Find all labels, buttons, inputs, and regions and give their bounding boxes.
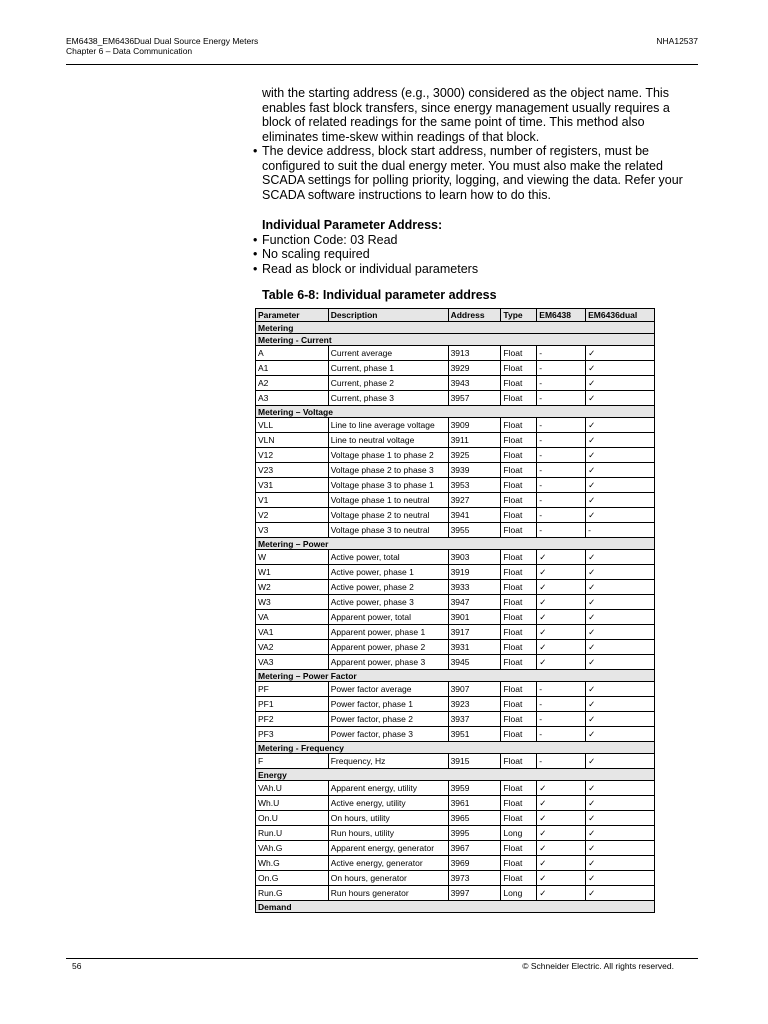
table-cell: ✓: [586, 655, 655, 670]
table-cell: Float: [501, 463, 537, 478]
table-row: [256, 781, 655, 796]
group-row: [256, 769, 655, 781]
table-cell: 3943: [448, 376, 501, 391]
table-cell: V3: [256, 523, 329, 538]
group-row: [256, 901, 655, 913]
group-label: Demand: [256, 901, 655, 913]
table-cell: 3967: [448, 841, 501, 856]
table-cell: Float: [501, 376, 537, 391]
table-cell: 3917: [448, 625, 501, 640]
table-cell: V1: [256, 493, 329, 508]
table-cell: 3903: [448, 550, 501, 565]
table-cell: V23: [256, 463, 329, 478]
table-cell: 3907: [448, 682, 501, 697]
table-cell: VAh.G: [256, 841, 329, 856]
table-cell: Float: [501, 655, 537, 670]
table-cell: Long: [501, 826, 537, 841]
table-cell: ✓: [537, 625, 586, 640]
list-item: [253, 232, 692, 248]
table-cell: ✓: [586, 550, 655, 565]
table-cell: Float: [501, 754, 537, 769]
table-cell: Wh.U: [256, 796, 329, 811]
table-cell: ✓: [586, 682, 655, 697]
group-label: Metering - Current: [256, 334, 655, 346]
table-cell: ✓: [586, 754, 655, 769]
table-cell: 3913: [448, 346, 501, 361]
column-header: Address: [448, 309, 501, 322]
table-cell: ✓: [586, 391, 655, 406]
table-cell: A: [256, 346, 329, 361]
table-cell: ✓: [586, 727, 655, 742]
table-cell: -: [537, 448, 586, 463]
table-cell: ✓: [586, 580, 655, 595]
table-cell: ✓: [586, 697, 655, 712]
table-cell: Apparent energy, utility: [328, 781, 448, 796]
document-title: EM6438_EM6436Dual Dual Source Energy Meters: [66, 36, 259, 46]
table-cell: Active power, phase 1: [328, 565, 448, 580]
table-cell: ✓: [586, 886, 655, 901]
page-header: [66, 36, 698, 56]
bullet-icon: •: [253, 144, 258, 158]
table-cell: 3933: [448, 580, 501, 595]
table-cell: VAh.U: [256, 781, 329, 796]
body-text: [253, 86, 692, 303]
table-cell: 3919: [448, 565, 501, 580]
table-cell: Float: [501, 595, 537, 610]
table-cell: ✓: [537, 796, 586, 811]
table-row: [256, 523, 655, 538]
table-cell: 3947: [448, 595, 501, 610]
bullet-icon: •: [253, 261, 258, 276]
table-cell: ✓: [586, 376, 655, 391]
table-row: [256, 727, 655, 742]
table-cell: ✓: [586, 508, 655, 523]
table-cell: 3909: [448, 418, 501, 433]
column-header: EM6438: [537, 309, 586, 322]
table-cell: -: [537, 697, 586, 712]
bullet-text: The device address, block start address, number of registers, must be configured to suit the dual energy meter. You must also make the related SCADA settings for polling priority, logging, and viewing the data. Refer your SCADA software instructions to learn how to do this.: [262, 144, 683, 202]
table-row: [256, 418, 655, 433]
table-cell: ✓: [586, 610, 655, 625]
table-cell: Voltage phase 2 to neutral: [328, 508, 448, 523]
table-cell: Float: [501, 550, 537, 565]
table-cell: Float: [501, 391, 537, 406]
table-cell: ✓: [586, 625, 655, 640]
table-cell: ✓: [586, 448, 655, 463]
table-row: [256, 841, 655, 856]
table-cell: On hours, utility: [328, 811, 448, 826]
list-item-text: No scaling required: [262, 247, 370, 261]
table-cell: V2: [256, 508, 329, 523]
table-cell: ✓: [586, 712, 655, 727]
table-cell: 3951: [448, 727, 501, 742]
table-cell: ✓: [586, 478, 655, 493]
table-cell: -: [537, 712, 586, 727]
table-cell: Apparent power, phase 3: [328, 655, 448, 670]
table-cell: ✓: [537, 640, 586, 655]
table-cell: Float: [501, 418, 537, 433]
table-cell: -: [537, 376, 586, 391]
table-cell: Run.U: [256, 826, 329, 841]
group-label: Metering – Power Factor: [256, 670, 655, 682]
table-cell: ✓: [586, 346, 655, 361]
table-cell: Float: [501, 712, 537, 727]
table-cell: On.G: [256, 871, 329, 886]
table-cell: -: [537, 478, 586, 493]
table-cell: Active energy, generator: [328, 856, 448, 871]
table-cell: Voltage phase 3 to neutral: [328, 523, 448, 538]
table-cell: Float: [501, 580, 537, 595]
table-cell: ✓: [586, 640, 655, 655]
table-row: [256, 811, 655, 826]
section-heading: Individual Parameter Address:: [262, 218, 443, 232]
table-cell: 3953: [448, 478, 501, 493]
table-cell: -: [537, 391, 586, 406]
table-cell: Float: [501, 610, 537, 625]
table-cell: PF3: [256, 727, 329, 742]
table-row: [256, 886, 655, 901]
table-cell: ✓: [586, 418, 655, 433]
table-row: [256, 565, 655, 580]
table-cell: ✓: [537, 871, 586, 886]
chapter-title: Chapter 6 – Data Communication: [66, 46, 193, 56]
table-cell: 3997: [448, 886, 501, 901]
table-cell: Wh.G: [256, 856, 329, 871]
table-cell: ✓: [537, 595, 586, 610]
bullet-paragraph: [253, 144, 692, 202]
table-row: [256, 754, 655, 769]
table-cell: Voltage phase 1 to neutral: [328, 493, 448, 508]
table-cell: Float: [501, 811, 537, 826]
table-cell: W: [256, 550, 329, 565]
table-row: [256, 655, 655, 670]
table-cell: Run hours generator: [328, 886, 448, 901]
group-label: Energy: [256, 769, 655, 781]
table-cell: Apparent power, total: [328, 610, 448, 625]
table-cell: ✓: [586, 433, 655, 448]
table-cell: 3995: [448, 826, 501, 841]
bullet-icon: •: [253, 232, 258, 247]
table-cell: ✓: [537, 610, 586, 625]
table-cell: PF: [256, 682, 329, 697]
table-row: [256, 361, 655, 376]
table-row: [256, 391, 655, 406]
table-cell: -: [537, 361, 586, 376]
column-header: Type: [501, 309, 537, 322]
table-cell: ✓: [537, 856, 586, 871]
table-cell: 3969: [448, 856, 501, 871]
table-cell: V12: [256, 448, 329, 463]
table-cell: Float: [501, 448, 537, 463]
table-row: [256, 625, 655, 640]
table-cell: 3915: [448, 754, 501, 769]
table-cell: Float: [501, 346, 537, 361]
table-cell: W2: [256, 580, 329, 595]
parameter-address-table: [255, 308, 655, 913]
table-row: [256, 493, 655, 508]
page-footer: [72, 961, 674, 971]
table-row: [256, 826, 655, 841]
table-cell: 3929: [448, 361, 501, 376]
table-cell: ✓: [586, 463, 655, 478]
bullet-icon: •: [253, 247, 258, 261]
table-cell: Float: [501, 625, 537, 640]
group-row: [256, 334, 655, 346]
table-cell: VA1: [256, 625, 329, 640]
table-cell: 3941: [448, 508, 501, 523]
table-cell: Float: [501, 493, 537, 508]
table-cell: Float: [501, 727, 537, 742]
group-label: Metering - Frequency: [256, 742, 655, 754]
table-cell: VA2: [256, 640, 329, 655]
table-row: [256, 796, 655, 811]
table-cell: -: [537, 727, 586, 742]
table-cell: Voltage phase 3 to phase 1: [328, 478, 448, 493]
table-cell: 3925: [448, 448, 501, 463]
group-label: Metering – Voltage: [256, 406, 655, 418]
table-cell: Float: [501, 523, 537, 538]
table-cell: 3961: [448, 796, 501, 811]
table-cell: Power factor, phase 2: [328, 712, 448, 727]
table-cell: ✓: [537, 826, 586, 841]
table-cell: A2: [256, 376, 329, 391]
table-cell: Current average: [328, 346, 448, 361]
table-row: [256, 640, 655, 655]
table-cell: -: [537, 418, 586, 433]
table-cell: Power factor average: [328, 682, 448, 697]
table-cell: On.U: [256, 811, 329, 826]
table-cell: -: [537, 682, 586, 697]
table-title: Table 6-8: Individual parameter address: [262, 288, 497, 302]
table-cell: Apparent power, phase 1: [328, 625, 448, 640]
table-cell: ✓: [586, 856, 655, 871]
table-cell: 3973: [448, 871, 501, 886]
header-divider: [66, 64, 698, 65]
table-cell: 3955: [448, 523, 501, 538]
list-item: [253, 261, 692, 277]
list-item-text: Function Code: 03 Read: [262, 232, 398, 247]
table-cell: Voltage phase 1 to phase 2: [328, 448, 448, 463]
table-cell: Active power, total: [328, 550, 448, 565]
table-cell: Apparent energy, generator: [328, 841, 448, 856]
table-cell: V31: [256, 478, 329, 493]
table-cell: ✓: [537, 580, 586, 595]
table-cell: Power factor, phase 1: [328, 697, 448, 712]
table-cell: VA3: [256, 655, 329, 670]
table-row: [256, 712, 655, 727]
table-cell: ✓: [586, 361, 655, 376]
table-cell: 3959: [448, 781, 501, 796]
table-row: [256, 463, 655, 478]
column-header: EM6436dual: [586, 309, 655, 322]
group-row: [256, 742, 655, 754]
table-row: [256, 871, 655, 886]
group-row: [256, 670, 655, 682]
table-cell: -: [537, 523, 586, 538]
footer-divider: [66, 958, 698, 959]
table-cell: Current, phase 2: [328, 376, 448, 391]
table-cell: Float: [501, 478, 537, 493]
table-cell: 3901: [448, 610, 501, 625]
table-header-row: [256, 309, 655, 322]
table-cell: Line to line average voltage: [328, 418, 448, 433]
table-cell: 3931: [448, 640, 501, 655]
table-cell: Float: [501, 697, 537, 712]
table-row: [256, 697, 655, 712]
table-cell: ✓: [586, 841, 655, 856]
table-cell: 3937: [448, 712, 501, 727]
table-row: [256, 478, 655, 493]
table-row: [256, 448, 655, 463]
table-cell: Float: [501, 640, 537, 655]
table-cell: Float: [501, 361, 537, 376]
table-cell: Current, phase 3: [328, 391, 448, 406]
table-cell: Apparent power, phase 2: [328, 640, 448, 655]
paragraph: with the starting address (e.g., 3000) considered as the object name. This enables fast block transfers, since energy management usually requires a block of related readings for the same point of time. This method also eliminates time-skew within readings of that block.: [262, 86, 670, 144]
table-cell: ✓: [586, 826, 655, 841]
table-cell: -: [537, 493, 586, 508]
table-row: [256, 550, 655, 565]
table-cell: 3927: [448, 493, 501, 508]
page-number: 56: [72, 961, 82, 971]
table-cell: Active power, phase 3: [328, 595, 448, 610]
table-row: [256, 682, 655, 697]
document-number: NHA12537: [656, 36, 698, 46]
table-cell: ✓: [586, 493, 655, 508]
table-cell: Float: [501, 682, 537, 697]
table-cell: ✓: [537, 886, 586, 901]
table-row: [256, 508, 655, 523]
table-row: [256, 346, 655, 361]
table-cell: A1: [256, 361, 329, 376]
table-cell: W1: [256, 565, 329, 580]
table-row: [256, 433, 655, 448]
group-label: Metering – Power: [256, 538, 655, 550]
table-cell: VLN: [256, 433, 329, 448]
table-cell: ✓: [537, 550, 586, 565]
table-cell: ✓: [586, 796, 655, 811]
list-item: [253, 247, 692, 262]
table-cell: W3: [256, 595, 329, 610]
table-cell: Float: [501, 856, 537, 871]
table-cell: Run hours, utility: [328, 826, 448, 841]
table-cell: F: [256, 754, 329, 769]
table-cell: -: [537, 508, 586, 523]
table-cell: ✓: [537, 655, 586, 670]
table-row: [256, 376, 655, 391]
table-cell: 3945: [448, 655, 501, 670]
table-row: [256, 856, 655, 871]
table-cell: Active energy, utility: [328, 796, 448, 811]
table-cell: 3911: [448, 433, 501, 448]
table-cell: -: [537, 754, 586, 769]
table-row: [256, 610, 655, 625]
table-cell: VLL: [256, 418, 329, 433]
table-cell: 3965: [448, 811, 501, 826]
table-cell: -: [537, 433, 586, 448]
table-cell: ✓: [586, 595, 655, 610]
table-cell: 3957: [448, 391, 501, 406]
table-row: [256, 580, 655, 595]
table-cell: Float: [501, 781, 537, 796]
column-header: Parameter: [256, 309, 329, 322]
table-cell: ✓: [586, 781, 655, 796]
table-cell: VA: [256, 610, 329, 625]
table-cell: Float: [501, 433, 537, 448]
table-cell: ✓: [586, 565, 655, 580]
table-cell: Run.G: [256, 886, 329, 901]
table-cell: Long: [501, 886, 537, 901]
copyright: © Schneider Electric. All rights reserved.: [522, 961, 674, 971]
table-cell: 3923: [448, 697, 501, 712]
table-cell: Current, phase 1: [328, 361, 448, 376]
group-label: Metering: [256, 322, 655, 334]
group-row: [256, 538, 655, 550]
table-cell: Float: [501, 508, 537, 523]
table-cell: 3939: [448, 463, 501, 478]
table-cell: ✓: [537, 811, 586, 826]
table-cell: -: [537, 463, 586, 478]
table-cell: -: [586, 523, 655, 538]
table-cell: ✓: [537, 841, 586, 856]
table-cell: Line to neutral voltage: [328, 433, 448, 448]
table-cell: Frequency, Hz: [328, 754, 448, 769]
parameter-list: [253, 232, 692, 277]
table-cell: Float: [501, 565, 537, 580]
table-cell: ✓: [537, 781, 586, 796]
table-cell: PF1: [256, 697, 329, 712]
table-cell: On hours, generator: [328, 871, 448, 886]
table-cell: Float: [501, 841, 537, 856]
table-cell: Voltage phase 2 to phase 3: [328, 463, 448, 478]
table-cell: A3: [256, 391, 329, 406]
group-row: [256, 406, 655, 418]
table-cell: Active power, phase 2: [328, 580, 448, 595]
table-cell: -: [537, 346, 586, 361]
list-item-text: Read as block or individual parameters: [262, 261, 479, 276]
table-cell: PF2: [256, 712, 329, 727]
table-cell: Float: [501, 871, 537, 886]
table-cell: ✓: [537, 565, 586, 580]
table-cell: Power factor, phase 3: [328, 727, 448, 742]
table-body: [256, 322, 655, 913]
table-cell: Float: [501, 796, 537, 811]
table-row: [256, 595, 655, 610]
column-header: Description: [328, 309, 448, 322]
table-cell: ✓: [586, 811, 655, 826]
group-row: [256, 322, 655, 334]
table-cell: ✓: [586, 871, 655, 886]
